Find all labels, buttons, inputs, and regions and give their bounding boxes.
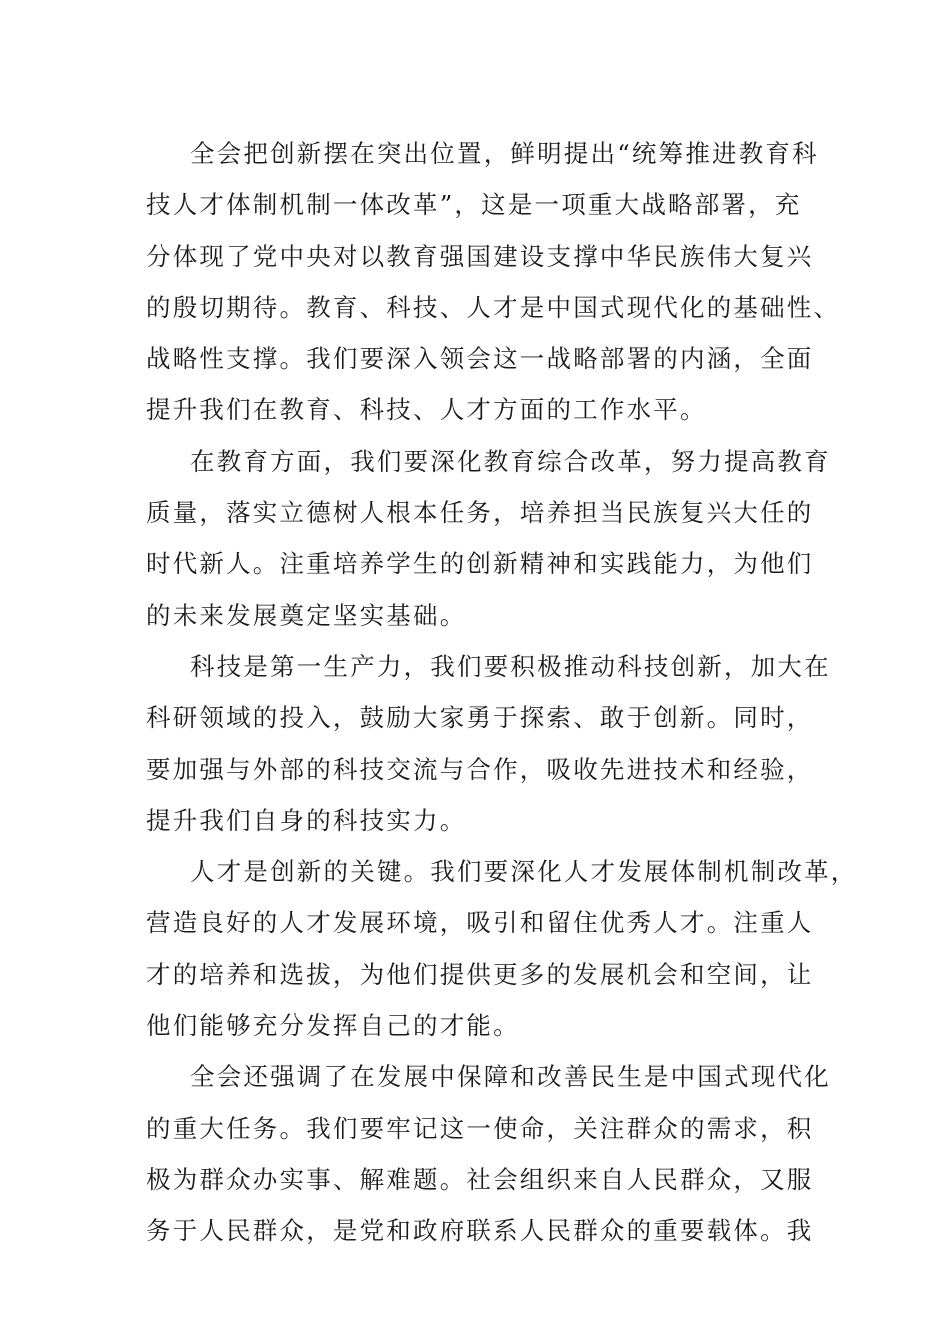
text-line: 营造良好的人才发展环境，吸引和留住优秀人才。注重人	[146, 908, 814, 938]
text-line: 他们能够充分发挥自己的才能。	[146, 1011, 520, 1041]
document-body	[146, 128, 858, 1257]
text-line: 质量，落实立德树人根本任务，培养担当民族复兴大任的	[146, 498, 814, 528]
text-line: 科研领域的投入，鼓励大家勇于探索、敢于创新。同时，	[146, 703, 814, 733]
text-line: 战略性支撑。我们要深入领会这一战略部署的内涵，全面	[146, 344, 814, 374]
text-line: 分体现了党中央对以教育强国建设支撑中华民族伟大复兴	[146, 241, 814, 271]
paragraph-talent	[146, 846, 858, 1051]
text-line: 提升我们自身的科技实力。	[146, 805, 467, 835]
text-line: 在教育方面，我们要深化教育综合改革，努力提高教育	[190, 446, 831, 476]
text-line: 务于人民群众，是党和政府联系人民群众的重要载体。我	[146, 1216, 814, 1246]
text-line: 技人才体制机制一体改革”，这是一项重大战略部署，充	[146, 190, 802, 220]
text-line: 才的培养和选拔，为他们提供更多的发展机会和空间，让	[146, 959, 814, 989]
text-line: 全会还强调了在发展中保障和改善民生是中国式现代化	[190, 1062, 831, 1092]
text-line: 时代新人。注重培养学生的创新精神和实践能力，为他们	[146, 549, 814, 579]
text-line: 的重大任务。我们要牢记这一使命，关注群众的需求，积	[146, 1113, 814, 1143]
paragraph-education	[146, 436, 831, 641]
text-line: 的未来发展奠定坚实基础。	[146, 600, 467, 630]
text-line: 极为群众办实事、解难题。社会组织来自人民群众，又服	[146, 1164, 814, 1194]
text-line: 科技是第一生产力，我们要积极推动科技创新，加大在	[190, 651, 831, 681]
text-line: 的殷切期待。教育、科技、人才是中国式现代化的基础性、	[146, 292, 841, 322]
text-line: 要加强与外部的科技交流与合作，吸收先进技术和经验，	[146, 754, 814, 784]
paragraph-technology	[146, 641, 831, 846]
text-line: 提升我们在教育、科技、人才方面的工作水平。	[146, 395, 707, 425]
paragraph-livelihood	[146, 1051, 831, 1256]
text-line: 全会把创新摆在突出位置，鲜明提出“统筹推进教育科	[190, 139, 819, 168]
text-line: 人才是创新的关键。我们要深化人才发展体制机制改革，	[190, 857, 858, 887]
paragraph-innovation	[146, 128, 841, 436]
